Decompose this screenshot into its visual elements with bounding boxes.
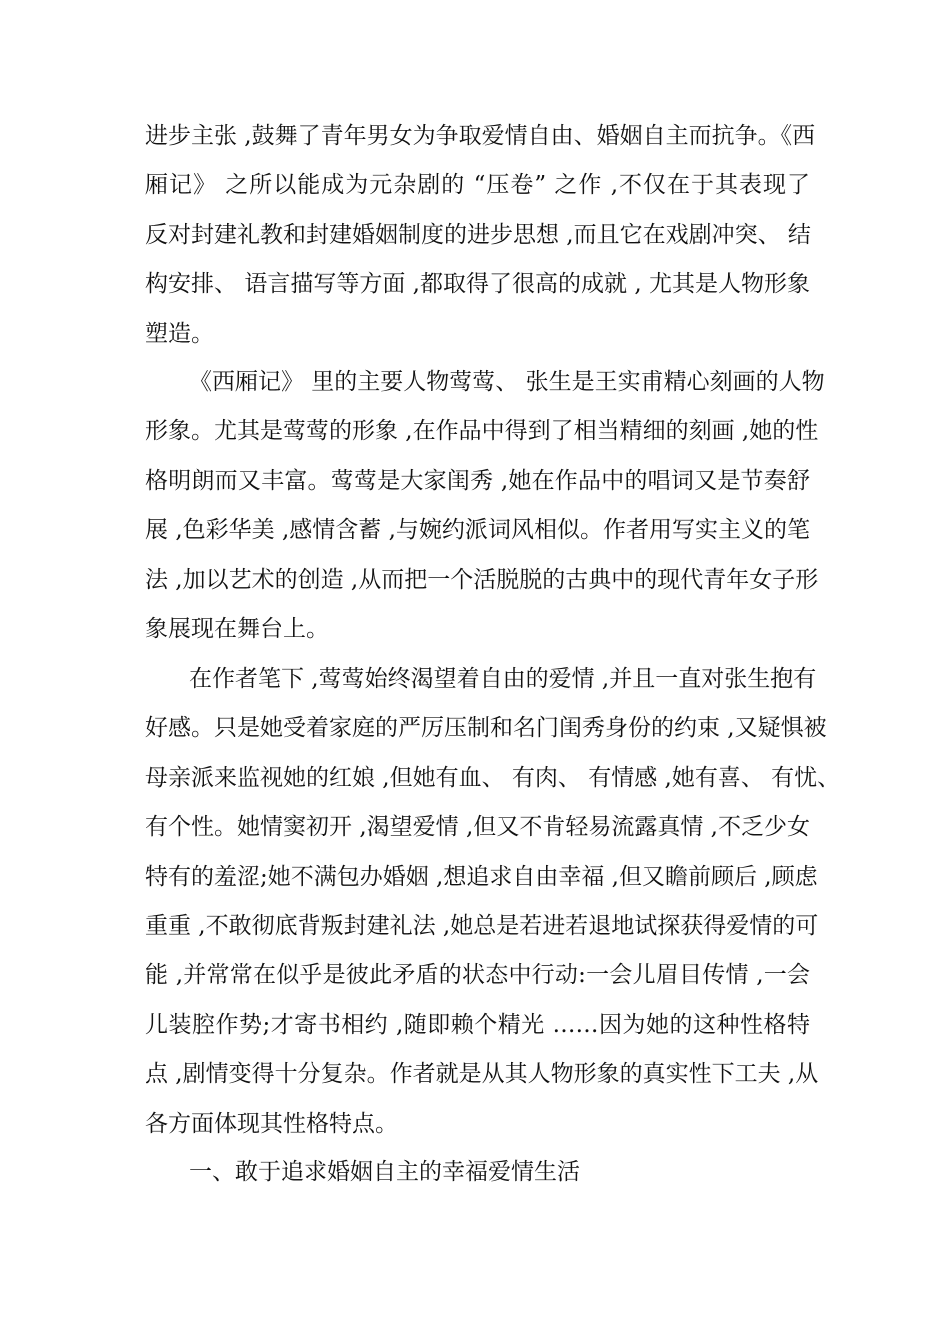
text-line: 《西厢记》 里的主要人物莺莺、 张生是王实甫精心刻画的人物 <box>189 369 825 395</box>
text-line: 展 ,色彩华美 ,感情含蓄 ,与婉约派词风相似。作者用写实主义的笔 <box>145 517 810 544</box>
text-line: 母亲派来监视她的红娘 ,但她有血、 有肉、 有情感 ,她有喜、 有忧、 <box>145 764 841 791</box>
text-line: 有个性。她情窦初开 ,渴望爱情 ,但又不肯轻易流露真情 ,不乏少女 <box>145 814 810 841</box>
text-line: 构安排、 语言描写等方面 ,都取得了很高的成就 , 尤其是人物形象 <box>145 271 810 298</box>
text-line: 重重 ,不敢彻底背叛封建礼法 ,她总是若进若退地试探获得爱情的可 <box>145 912 819 939</box>
text-line: 象展现在舞台上。 <box>145 615 329 642</box>
text-line: 法 ,加以艺术的创造 ,从而把一个活脱脱的古典中的现代青年女子形 <box>145 566 819 593</box>
paragraph-intro <box>145 112 816 359</box>
text-line: 厢记》 之所以能成为元杂剧的 “压卷” 之作 ,不仅在于其表现了 <box>145 172 810 199</box>
section-heading-paragraph <box>145 1148 810 1197</box>
text-line: 格明朗而又丰富。莺莺是大家闺秀 ,她在作品中的唱词又是节奏舒 <box>145 467 810 494</box>
text-line: 在作者笔下 ,莺莺始终渴望着自由的爱情 ,并且一直对张生抱有 <box>189 666 817 692</box>
text-line: 反对封建礼教和封建婚姻制度的进步思想 ,而且它在戏剧冲突、 结 <box>145 221 811 248</box>
text-line: 儿装腔作势;才寄书相约 ,随即赖个精光 ……因为她的这种性格特 <box>145 1011 810 1038</box>
text-line: 特有的羞涩;她不满包办婚姻 ,想追求自由幸福 ,但又瞻前顾后 ,顾虑 <box>145 863 818 890</box>
text-line: 各方面体现其性格特点。 <box>145 1110 398 1137</box>
text-line: 塑造。 <box>145 320 214 347</box>
paragraph-characters <box>145 358 825 654</box>
text-line: 能 ,并常常在似乎是彼此矛盾的状态中行动:一会儿眉目传情 ,一会 <box>145 962 810 989</box>
paragraph-yingying <box>145 655 841 1149</box>
section-heading: 一、敢于追求婚姻自主的幸福爱情生活 <box>189 1159 580 1185</box>
text-line: 形象。尤其是莺莺的形象 ,在作品中得到了相当精细的刻画 ,她的性 <box>145 418 819 445</box>
text-line: 好感。只是她受着家庭的严厉压制和名门闺秀身份的约束 ,又疑惧被 <box>145 715 827 742</box>
text-line: 进步主张 ,鼓舞了青年男女为争取爱情自由、婚姻自主而抗争。《西 <box>145 123 816 149</box>
text-line: 点 ,剧情变得十分复杂。作者就是从其人物形象的真实性下工夫 ,从 <box>145 1061 819 1088</box>
